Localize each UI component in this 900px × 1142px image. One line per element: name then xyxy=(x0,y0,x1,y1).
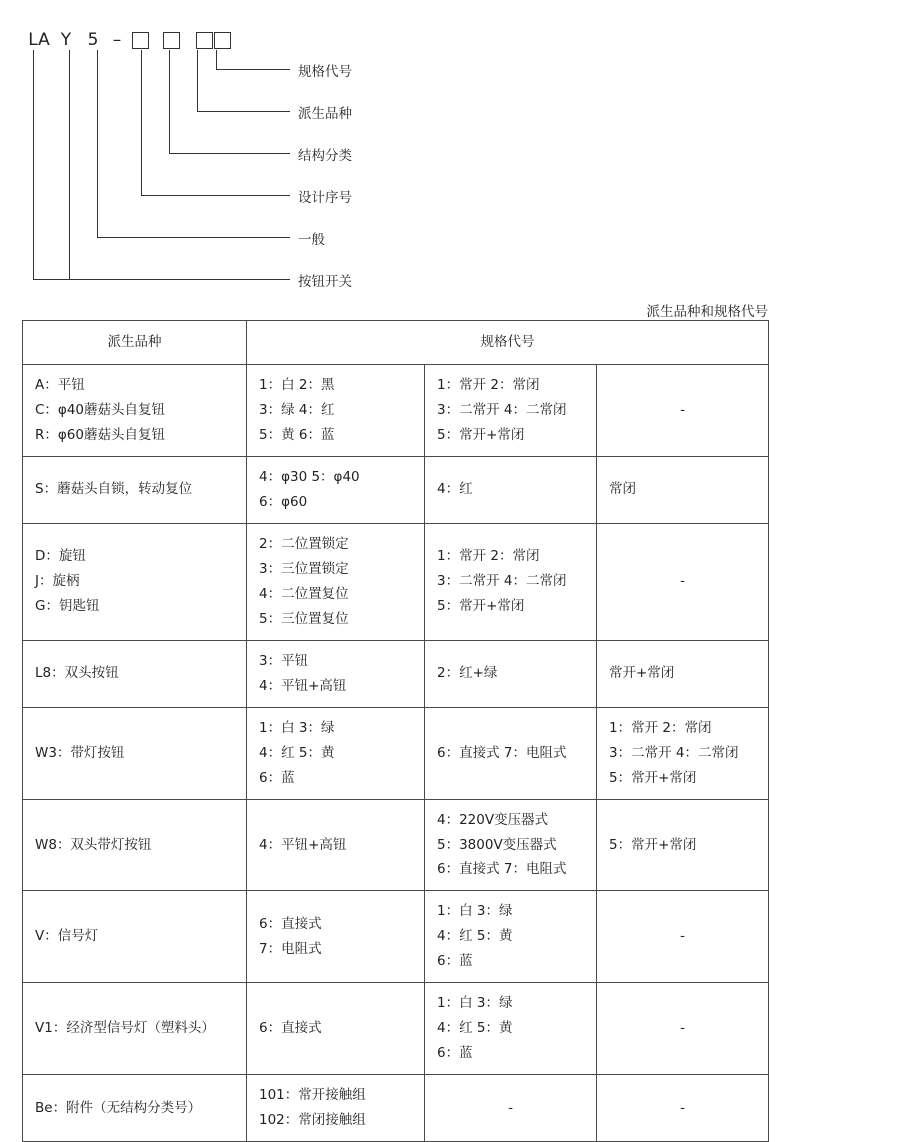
cell-line: D：旋钮 xyxy=(35,548,86,565)
cell-line: 4：红 5：黄 xyxy=(437,1020,513,1037)
cell-line: 102：常闭接触组 xyxy=(259,1112,366,1129)
cell-line: 101：常开接触组 xyxy=(259,1087,366,1104)
cell-line: 1：常开 2：常闭 xyxy=(609,719,712,736)
cell-line: 4：φ30 5：φ40 xyxy=(259,468,360,485)
cell-col4 xyxy=(597,799,769,891)
cell-derived xyxy=(23,891,247,983)
table-row xyxy=(23,707,769,799)
cell-col2 xyxy=(247,523,425,640)
cell-line: 4：红 5：黄 xyxy=(437,928,513,945)
cell-derived xyxy=(23,364,247,456)
cell-col4 xyxy=(597,891,769,983)
cell-line: 7：电阻式 xyxy=(259,940,322,957)
cell-line: L8：双头按钮 xyxy=(35,665,119,682)
cell-line: G：钥匙钮 xyxy=(35,598,100,615)
header-derived-variety: 派生品种 xyxy=(23,321,247,365)
cell-col2 xyxy=(247,983,425,1075)
cell-line: 5：黄 6：蓝 xyxy=(259,426,335,443)
cell-line: 5：常开+常闭 xyxy=(437,598,525,615)
cell-col2 xyxy=(247,1075,425,1142)
code-box-derived xyxy=(163,32,180,49)
cell-line: 4：220V变压器式 xyxy=(437,811,549,828)
model-code-diagram xyxy=(0,0,900,300)
cell-col2 xyxy=(247,640,425,707)
cell-col2 xyxy=(247,364,425,456)
cell-line: 6：蓝 xyxy=(259,769,295,786)
cell-line: 5：常开+常闭 xyxy=(437,426,525,443)
cell-line: - xyxy=(680,401,685,418)
code-segment-dash: – xyxy=(112,30,122,50)
table-row xyxy=(23,891,769,983)
cell-col2 xyxy=(247,799,425,891)
cell-derived xyxy=(23,456,247,523)
cell-line: 3：二常开 4：二常闭 xyxy=(437,573,567,590)
code-box-spec-1 xyxy=(196,32,213,49)
cell-col2 xyxy=(247,456,425,523)
cell-line: - xyxy=(680,928,685,945)
cell-line: - xyxy=(680,1099,685,1116)
cell-line: 6：直接式 7：电阻式 xyxy=(437,861,567,878)
cell-col4 xyxy=(597,456,769,523)
cell-col4 xyxy=(597,707,769,799)
label-design-serial: 设计序号 xyxy=(298,190,352,206)
table-row xyxy=(23,640,769,707)
code-box-structure xyxy=(132,32,149,49)
cell-col3 xyxy=(425,891,597,983)
cell-line: Be：附件（无结构分类号） xyxy=(35,1099,202,1116)
table-row xyxy=(23,364,769,456)
cell-line: 4：平钮+高钮 xyxy=(259,836,347,853)
cell-line: 5：常开+常闭 xyxy=(609,769,697,786)
cell-line: 2：二位置锁定 xyxy=(259,535,349,552)
cell-line: 6：蓝 xyxy=(437,1045,473,1062)
label-derived-variety: 派生品种 xyxy=(298,106,352,122)
cell-col2 xyxy=(247,891,425,983)
cell-line: 1：常开 2：常闭 xyxy=(437,376,540,393)
code-segment-y: Y xyxy=(60,30,72,50)
label-structure-class: 结构分类 xyxy=(298,148,352,164)
cell-line: C：φ40蘑菇头自复钮 xyxy=(35,401,166,418)
cell-line: 1：白 3：绿 xyxy=(437,903,513,920)
label-general: 一般 xyxy=(298,232,325,248)
cell-col3 xyxy=(425,707,597,799)
label-push-button-switch: 按钮开关 xyxy=(298,274,352,290)
cell-line: 5：3800V变压器式 xyxy=(437,836,557,853)
table-row xyxy=(23,523,769,640)
cell-line: 4：红 5：黄 xyxy=(259,744,335,761)
cell-line: W8：双头带灯按钮 xyxy=(35,836,152,853)
cell-line: - xyxy=(680,573,685,590)
cell-col3 xyxy=(425,640,597,707)
cell-line: W3：带灯按钮 xyxy=(35,744,125,761)
cell-line: 1：白 3：绿 xyxy=(259,719,335,736)
cell-line: 3：二常开 4：二常闭 xyxy=(609,744,739,761)
label-spec-code: 规格代号 xyxy=(298,64,352,80)
cell-col4 xyxy=(597,640,769,707)
cell-line: 6：直接式 7：电阻式 xyxy=(437,744,567,761)
cell-line: 6：蓝 xyxy=(437,953,473,970)
cell-col3 xyxy=(425,799,597,891)
cell-line: 4：平钮+高钮 xyxy=(259,677,347,694)
cell-line: 5：三位置复位 xyxy=(259,610,349,627)
cell-col4 xyxy=(597,1075,769,1142)
code-box-spec-2 xyxy=(214,32,231,49)
cell-line: 3：三位置锁定 xyxy=(259,560,349,577)
cell-line: S：蘑菇头自锁，转动复位 xyxy=(35,481,193,498)
cell-derived xyxy=(23,707,247,799)
cell-derived xyxy=(23,983,247,1075)
leader-line-push-button-switch xyxy=(69,50,290,280)
cell-derived xyxy=(23,640,247,707)
model-code-string xyxy=(26,30,231,50)
leader-line-push-button-switch-stub xyxy=(33,50,34,280)
cell-col4 xyxy=(597,364,769,456)
cell-col2 xyxy=(247,707,425,799)
cell-line: R：φ60蘑菇头自复钮 xyxy=(35,426,165,443)
cell-derived xyxy=(23,1075,247,1142)
cell-col3 xyxy=(425,364,597,456)
cell-col4 xyxy=(597,523,769,640)
cell-col4 xyxy=(597,983,769,1075)
cell-line: 常闭 xyxy=(609,481,636,498)
table-row xyxy=(23,799,769,891)
cell-col3 xyxy=(425,456,597,523)
table-header-row xyxy=(23,321,769,365)
table-row xyxy=(23,1075,769,1142)
cell-line: 6：φ60 xyxy=(259,493,308,510)
table-row xyxy=(23,983,769,1075)
code-segment-5: 5 xyxy=(87,30,99,50)
cell-line: 3：二常开 4：二常闭 xyxy=(437,401,567,418)
cell-line: 2：红+绿 xyxy=(437,665,498,682)
cell-line: 4：红 xyxy=(437,481,473,498)
cell-line: V1：经济型信号灯（塑料头） xyxy=(35,1020,215,1037)
cell-line: J：旋柄 xyxy=(35,573,80,590)
cell-line: 常开+常闭 xyxy=(609,665,675,682)
cell-col3 xyxy=(425,983,597,1075)
cell-line: A：平钮 xyxy=(35,376,85,393)
spec-table xyxy=(22,320,769,1142)
table-caption: 派生品种和规格代号 xyxy=(646,304,768,320)
cell-line: - xyxy=(508,1099,513,1116)
leader-line-push-button-switch-base xyxy=(33,279,290,280)
cell-derived xyxy=(23,799,247,891)
header-spec-code: 规格代号 xyxy=(247,321,769,365)
cell-line: 6：直接式 xyxy=(259,1020,322,1037)
cell-line: 1：白 2：黑 xyxy=(259,376,335,393)
cell-line: 3：绿 4：红 xyxy=(259,401,335,418)
cell-line: 1：常开 2：常闭 xyxy=(437,548,540,565)
cell-line: 6：直接式 xyxy=(259,915,322,932)
cell-col3 xyxy=(425,1075,597,1142)
cell-line: V：信号灯 xyxy=(35,928,99,945)
table-row xyxy=(23,456,769,523)
code-segment-la: LA xyxy=(28,30,50,50)
cell-derived xyxy=(23,523,247,640)
cell-line: 1：白 3：绿 xyxy=(437,995,513,1012)
table-body xyxy=(23,364,769,1141)
cell-line: 5：常开+常闭 xyxy=(609,836,697,853)
cell-line: 3：平钮 xyxy=(259,652,309,669)
cell-col3 xyxy=(425,523,597,640)
cell-line: 4：二位置复位 xyxy=(259,585,349,602)
cell-line: - xyxy=(680,1020,685,1037)
